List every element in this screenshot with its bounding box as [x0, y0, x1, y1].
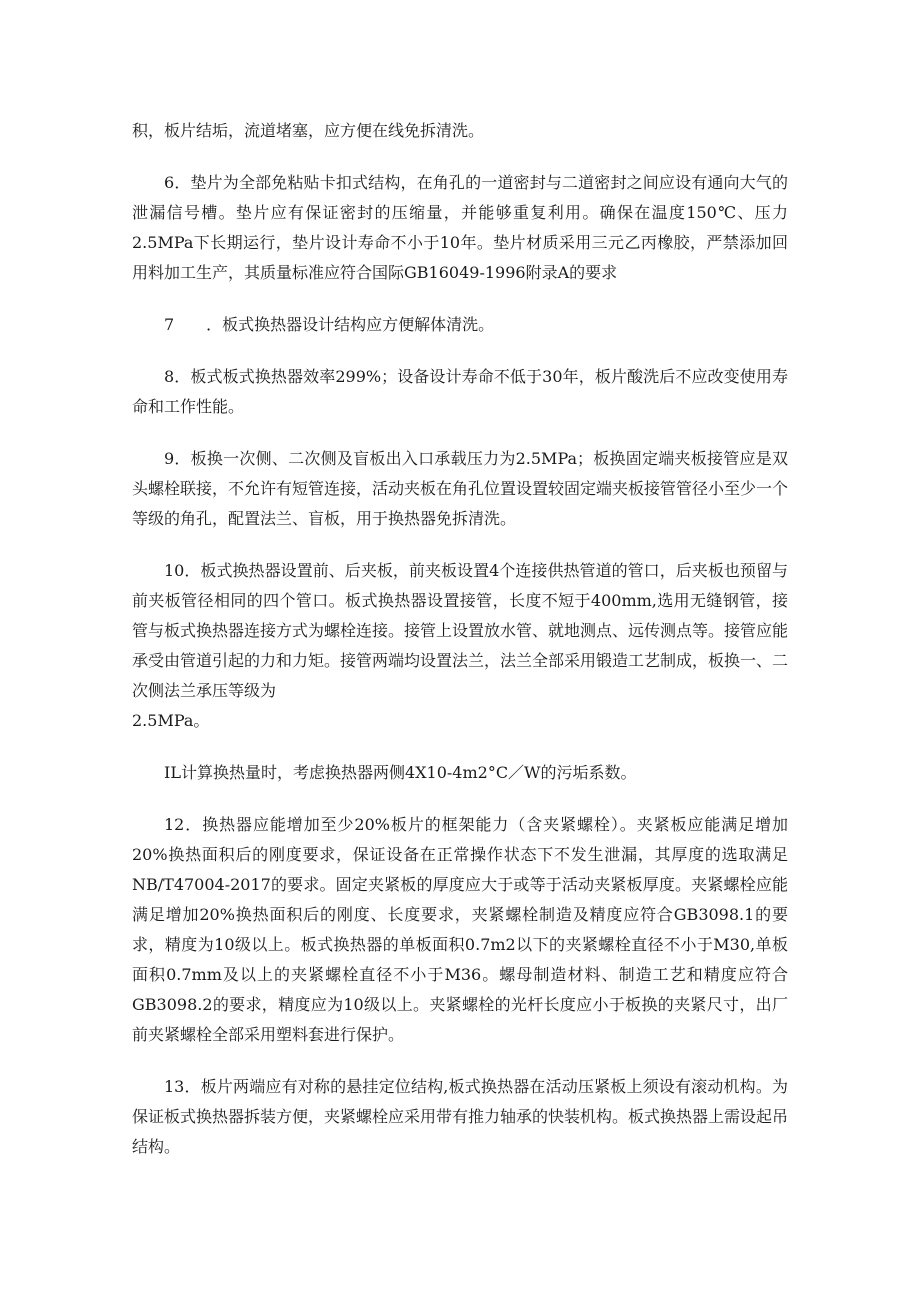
paragraph-continuation: 积，板片结垢，流道堵塞，应方便在线免拆清洗。	[132, 121, 485, 140]
paragraph-item-13: 13．板片两端应有对称的悬挂定位结构,板式换热器在活动压紧板上须设有滚动机构。为保证板式换热器拆装方便，夹紧螺栓应采用带有推力轴承的快装机构。板式换热器上需设起吊结构。	[132, 1077, 789, 1156]
paragraph-item-10-tail: 2.5MPa。	[132, 711, 210, 730]
paragraph-item-10: 10．板式换热器设置前、后夹板，前夹板设置4个连接供热管道的管口，后夹板也预留与前夹板管径相同的四个管口。板式换热器设置接管，长度不短于400mm,选用无缝钢管，接管与板式换热器连接方式为螺栓连接。接管上设置放水管、就地测点、远传测点等。接管应能承受由管道引起的力和力矩。接管两端均设置法兰，法兰全部采用锻造工艺制成，板换一、二次侧法兰承压等级为	[132, 561, 789, 700]
document-body	[132, 116, 788, 1162]
paragraph-item-8: 8．板式板式换热器效率299%；设备设计寿命不低于30年，板片酸洗后不应改变使用寿命和工作性能。	[132, 367, 788, 416]
paragraph-item-9: 9．板换一次侧、二次侧及盲板出入口承载压力为2.5MPa；板换固定端夹板接管应是双头螺栓联接，不允许有短管连接，活动夹板在角孔位置设置较固定端夹板接管管径小至少一个等级的角孔，配置法兰、盲板，用于换热器免拆清洗。	[132, 449, 789, 528]
paragraph-item-6: 6．垫片为全部免粘贴卡扣式结构，在角孔的一道密封与二道密封之间应设有通向大气的泄漏信号槽。垫片应有保证密封的压缩量，并能够重复利用。确保在温度150℃、压力2.5MPa下长期运行，垫片设计寿命不小于10年。垫片材质采用三元乙丙橡胶，严禁添加回用料加工生产，其质量标准应符合国际GB16049-1996附录A的要求	[132, 173, 788, 282]
paragraph-item-7: 7 ．板式换热器设计结构应方便解体清洗。	[164, 315, 495, 334]
paragraph-item-12: 12．换热器应能增加至少20%板片的框架能力（含夹紧螺栓）。夹紧板应能满足增加20%换热面积后的刚度要求，保证设备在正常操作状态下不发生泄漏，其厚度的选取满足NB/T47004-2017的要求。固定夹紧板的厚度应大于或等于活动夹紧板厚度。夹紧螺栓应能满足增加20%换热面积后的刚度、长度要求，夹紧螺栓制造及精度应符合GB3098.1的要求，精度为10级以上。板式换热器的单板面积0.7m2以下的夹紧螺栓直径不小于M30,单板面积0.7mm及以上的夹紧螺栓直径不小于M36。螺母制造材料、制造工艺和精度应符合GB3098.2的要求，精度应为10级以上。夹紧螺栓的光杆长度应小于板换的夹紧尺寸，出厂前夹紧螺栓全部采用塑料套进行保护。	[132, 815, 788, 1044]
paragraph-item-11: IL计算换热量时，考虑换热器两侧4X10-4m2°C／W的污垢系数。	[164, 763, 637, 782]
